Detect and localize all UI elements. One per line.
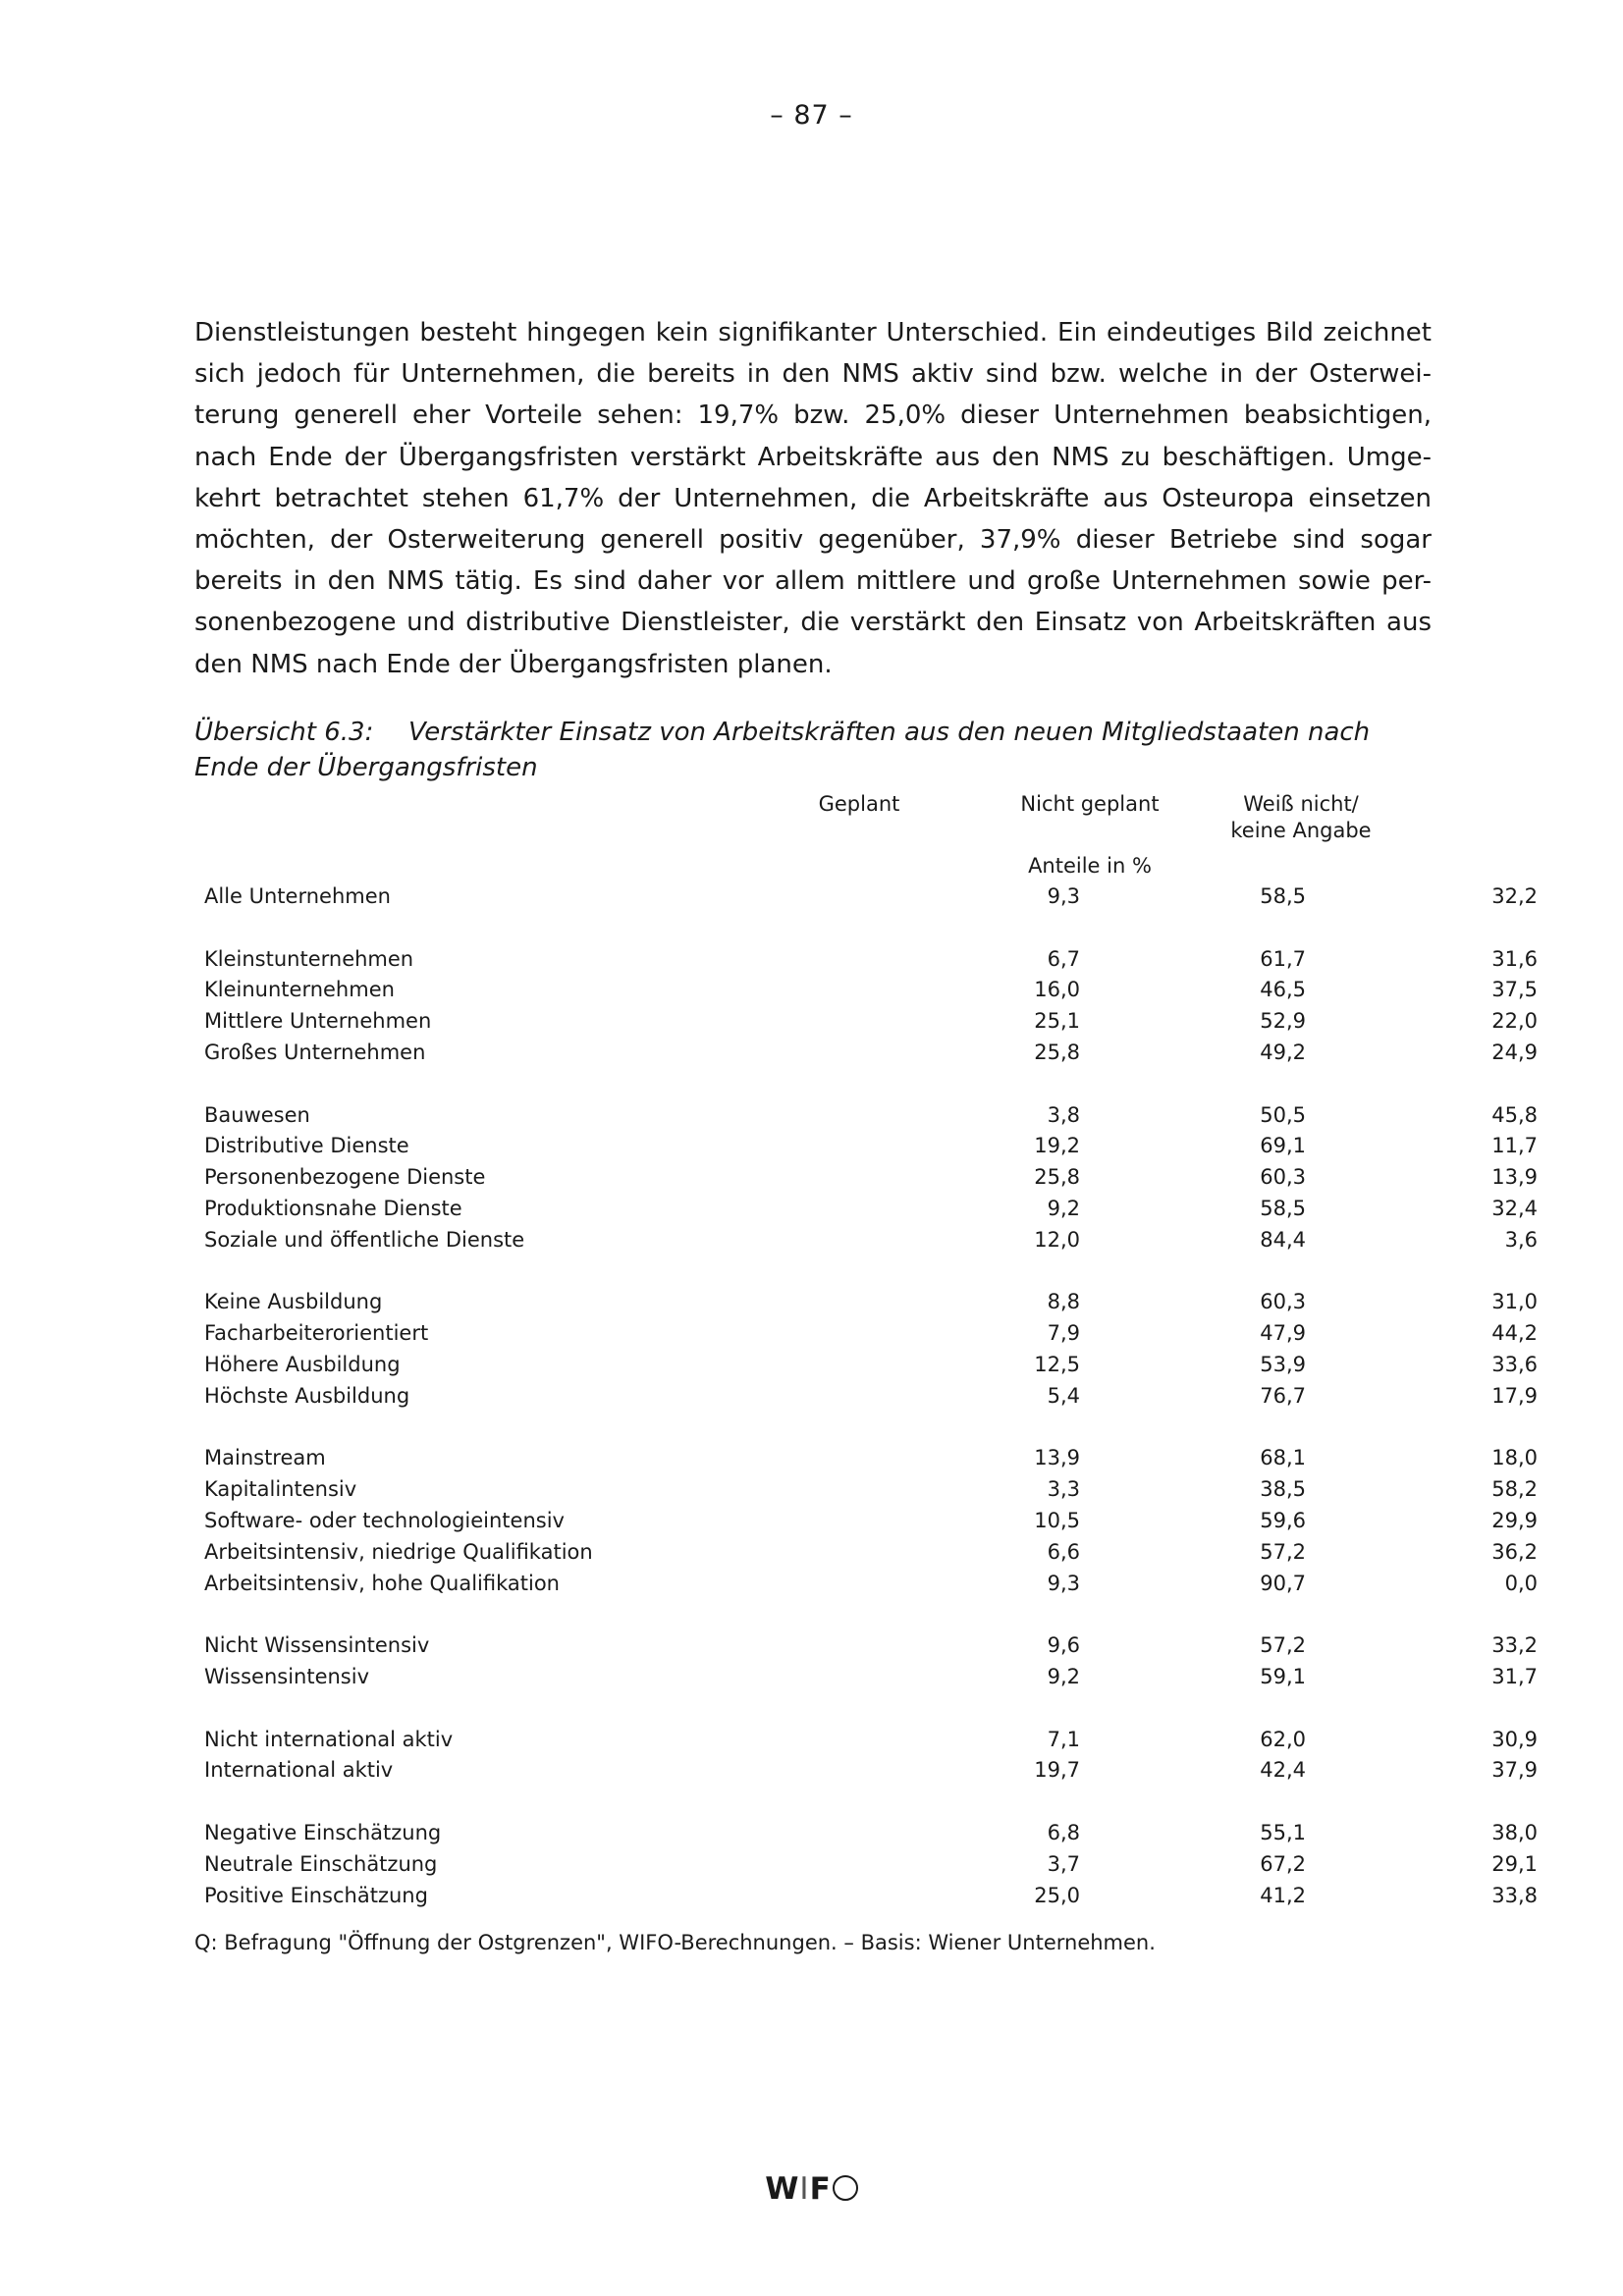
table-row [194, 1537, 1538, 1569]
table-row [194, 1443, 1538, 1474]
row-label: Wissensintensiv [204, 1664, 369, 1688]
table-cell: 50,5 [1260, 1102, 1306, 1127]
table-cell: 25,0 [1034, 1883, 1080, 1907]
row-label: Soziale und öffentliche Dienste [204, 1227, 525, 1252]
table-cell: 46,5 [1260, 978, 1306, 1002]
row-label: Kleinstunternehmen [204, 946, 414, 971]
body-line: Dienstleistungen besteht hingegen kein signifikanter Unterschied. Ein eindeutiges Bild zeichnet [194, 318, 1432, 347]
table-row [194, 1287, 1538, 1318]
table-cell: 36,2 [1491, 1539, 1538, 1564]
caption-title-continued: Ende der Übergangsfristen [194, 753, 538, 782]
body-line: terung generell eher Vorteile sehen: 19,7% bzw. 25,0% dieser Unternehmen beabsichtigen, [194, 400, 1432, 431]
table-row [194, 1725, 1538, 1756]
table-cell: 3,3 [1047, 1477, 1080, 1502]
table-row [194, 1100, 1538, 1132]
row-label: Kapitalintensiv [204, 1477, 357, 1502]
table-cell: 55,1 [1260, 1820, 1306, 1844]
table-row [194, 1162, 1538, 1194]
table-cell: 33,2 [1491, 1633, 1538, 1658]
column-header-geplant: Geplant [818, 792, 900, 816]
table-cell: 68,1 [1260, 1446, 1306, 1470]
table-cell: 49,2 [1260, 1040, 1306, 1064]
table-cell: 90,7 [1260, 1571, 1306, 1595]
table-cell: 25,8 [1034, 1040, 1080, 1064]
body-line: möchten, der Osterweiterung generell positiv gegenüber, 37,9% dieser Betriebe sind sogar [194, 525, 1432, 556]
table-row [194, 1506, 1538, 1537]
table-cell: 29,1 [1491, 1851, 1538, 1876]
table-cell: 31,6 [1491, 946, 1538, 971]
table-row [194, 1881, 1538, 1912]
table-cell: 33,6 [1491, 1352, 1538, 1376]
table-cell: 37,9 [1491, 1758, 1538, 1783]
body-line: nach Ende der Übergangsfristen verstärkt Arbeitskräfte aus den NMS zu beschäftigen. Umge- [194, 442, 1432, 472]
table-cell: 6,7 [1047, 946, 1080, 971]
table-cell: 9,2 [1047, 1196, 1080, 1220]
table-cell: 61,7 [1260, 946, 1306, 971]
table-cell: 60,3 [1260, 1165, 1306, 1190]
row-label: Produktionsnahe Dienste [204, 1196, 462, 1220]
body-line: kehrt betrachtet stehen 61,7% der Unternehmen, die Arbeitskräfte aus Osteuropa einsetzen [194, 483, 1432, 513]
table-cell: 32,4 [1491, 1196, 1538, 1220]
row-label: Arbeitsintensiv, niedrige Qualifikation [204, 1539, 593, 1564]
table-cell: 12,5 [1034, 1352, 1080, 1376]
table-row [194, 944, 1538, 976]
table-cell: 7,1 [1047, 1727, 1080, 1751]
table-cell: 58,5 [1260, 1196, 1306, 1220]
table-cell: 22,0 [1491, 1009, 1538, 1034]
table-cell: 11,7 [1491, 1134, 1538, 1158]
row-label: Mittlere Unternehmen [204, 1009, 432, 1034]
table-cell: 8,8 [1047, 1290, 1080, 1314]
row-label: Neutrale Einschätzung [204, 1851, 438, 1876]
table-cell: 47,9 [1260, 1321, 1306, 1346]
table-caption [194, 715, 1432, 785]
row-label: Facharbeiterorientiert [204, 1321, 429, 1346]
table-cell: 58,2 [1491, 1477, 1538, 1502]
row-label: Mainstream [204, 1446, 326, 1470]
table-cell: 13,9 [1034, 1446, 1080, 1470]
units-label: Anteile in % [1028, 854, 1152, 878]
table-spacer [194, 1069, 1538, 1100]
table-cell: 3,7 [1047, 1851, 1080, 1876]
table-cell: 9,3 [1047, 884, 1080, 908]
table-spacer [194, 1693, 1538, 1725]
table-row [194, 1755, 1538, 1787]
table-row [194, 1381, 1538, 1413]
table-spacer [194, 1787, 1538, 1818]
table-cell: 6,8 [1047, 1820, 1080, 1844]
table-cell: 19,2 [1034, 1134, 1080, 1158]
table-cell: 3,6 [1504, 1227, 1538, 1252]
table-cell: 37,5 [1491, 978, 1538, 1002]
table-spacer [194, 1413, 1538, 1444]
table-cell: 13,9 [1491, 1165, 1538, 1190]
table-cell: 69,1 [1260, 1134, 1306, 1158]
table-cell: 25,1 [1034, 1009, 1080, 1034]
table-row [194, 1630, 1538, 1662]
table-row [194, 1350, 1538, 1381]
caption-label: Übersicht 6.3: [194, 718, 374, 747]
table-cell: 29,9 [1491, 1508, 1538, 1532]
table-spacer [194, 1256, 1538, 1288]
table-cell: 57,2 [1260, 1633, 1306, 1658]
table-cell: 9,6 [1047, 1633, 1080, 1658]
table-cell: 19,7 [1034, 1758, 1080, 1783]
table-row [194, 1474, 1538, 1506]
row-label: Bauwesen [204, 1102, 310, 1127]
row-label: Personenbezogene Dienste [204, 1165, 486, 1190]
table-row [194, 1818, 1538, 1849]
row-label: Arbeitsintensiv, hohe Qualifikation [204, 1571, 560, 1595]
table-cell: 33,8 [1491, 1883, 1538, 1907]
caption-title: Verstärkter Einsatz von Arbeitskräften aus den neuen Mitgliedstaaten nach [408, 718, 1371, 747]
row-label: Nicht international aktiv [204, 1727, 454, 1751]
row-label: Keine Ausbildung [204, 1290, 383, 1314]
row-label: Negative Einschätzung [204, 1820, 442, 1844]
row-label: Großes Unternehmen [204, 1040, 426, 1064]
table-row [194, 1038, 1538, 1069]
table-cell: 0,0 [1504, 1571, 1538, 1595]
table-row [194, 881, 1538, 913]
table-cell: 17,9 [1491, 1383, 1538, 1408]
table-cell: 30,9 [1491, 1727, 1538, 1751]
table-cell: 3,8 [1047, 1102, 1080, 1127]
body-line: sich jedoch für Unternehmen, die bereits in den NMS aktiv sind bzw. welche in der Osterwei- [194, 359, 1432, 390]
page-number: – 87 – [770, 100, 853, 131]
row-label: International aktiv [204, 1758, 394, 1783]
table-cell: 7,9 [1047, 1321, 1080, 1346]
table-cell: 38,5 [1260, 1477, 1306, 1502]
table-row [194, 1569, 1538, 1600]
table-cell: 18,0 [1491, 1446, 1538, 1470]
table-cell: 9,2 [1047, 1664, 1080, 1688]
table-cell: 10,5 [1034, 1508, 1080, 1532]
table-cell: 67,2 [1260, 1851, 1306, 1876]
row-label: Positive Einschätzung [204, 1883, 428, 1907]
source-note: Q: Befragung "Öffnung der Ostgrenzen", WIFO-Berechnungen. – Basis: Wiener Unternehmen. [194, 1931, 1156, 1954]
column-header-nicht-geplant: Nicht geplant [1020, 792, 1160, 816]
table-cell: 41,2 [1260, 1883, 1306, 1907]
column-header-weiss-nicht-line1: Weiß nicht/ [1243, 792, 1359, 816]
table-cell: 57,2 [1260, 1539, 1306, 1564]
table-cell: 58,5 [1260, 884, 1306, 908]
table-cell: 52,9 [1260, 1009, 1306, 1034]
row-label: Nicht Wissensintensiv [204, 1633, 430, 1658]
body-line: sonenbezogene und distributive Dienstleister, die verstärkt den Einsatz von Arbeitskräften aus [194, 608, 1432, 638]
table-row [194, 1318, 1538, 1350]
table-cell: 45,8 [1491, 1102, 1538, 1127]
table-spacer [194, 1599, 1538, 1630]
table-cell: 59,6 [1260, 1508, 1306, 1532]
data-table [194, 881, 1538, 1911]
table-cell: 59,1 [1260, 1664, 1306, 1688]
table-cell: 53,9 [1260, 1352, 1306, 1376]
row-label: Distributive Dienste [204, 1134, 409, 1158]
wifo-logo: WIF [0, 2171, 1623, 2207]
table-cell: 60,3 [1260, 1290, 1306, 1314]
table-cell: 84,4 [1260, 1227, 1306, 1252]
body-paragraph [194, 312, 1432, 685]
row-label: Alle Unternehmen [204, 884, 391, 908]
table-row [194, 1006, 1538, 1038]
table-row [194, 1849, 1538, 1881]
body-line: den NMS nach Ende der Übergangsfristen planen. [194, 649, 833, 679]
table-cell: 31,0 [1491, 1290, 1538, 1314]
table-cell: 12,0 [1034, 1227, 1080, 1252]
table-cell: 5,4 [1047, 1383, 1080, 1408]
table-row [194, 1225, 1538, 1256]
table-spacer [194, 913, 1538, 944]
body-line: bereits in den NMS tätig. Es sind daher vor allem mittlere und große Unternehmen sowie per- [194, 566, 1432, 597]
table-cell: 32,2 [1491, 884, 1538, 908]
table-row [194, 1662, 1538, 1693]
table-row [194, 975, 1538, 1006]
table-cell: 25,8 [1034, 1165, 1080, 1190]
table-cell: 76,7 [1260, 1383, 1306, 1408]
row-label: Kleinunternehmen [204, 978, 395, 1002]
table-cell: 24,9 [1491, 1040, 1538, 1064]
logo-ring-icon [833, 2175, 858, 2201]
column-header-weiss-nicht-line2: keine Angabe [1230, 819, 1372, 842]
table-row [194, 1194, 1538, 1225]
table-cell: 6,6 [1047, 1539, 1080, 1564]
table-cell: 38,0 [1491, 1820, 1538, 1844]
table-cell: 62,0 [1260, 1727, 1306, 1751]
table-cell: 42,4 [1260, 1758, 1306, 1783]
column-header-weiss-nicht [1193, 791, 1409, 844]
row-label: Höhere Ausbildung [204, 1352, 401, 1376]
table-cell: 9,3 [1047, 1571, 1080, 1595]
table-row [194, 1131, 1538, 1162]
table-cell: 31,7 [1491, 1664, 1538, 1688]
row-label: Software- oder technologieintensiv [204, 1508, 565, 1532]
row-label: Höchste Ausbildung [204, 1383, 410, 1408]
table-cell: 44,2 [1491, 1321, 1538, 1346]
table-cell: 16,0 [1034, 978, 1080, 1002]
